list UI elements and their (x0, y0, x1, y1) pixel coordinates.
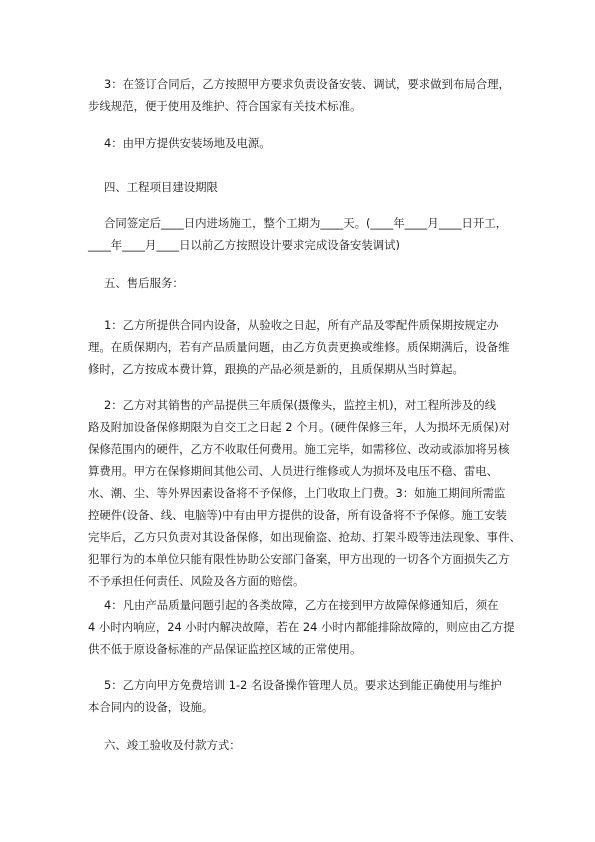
text-line: 四、工程项目建设期限 (104, 180, 218, 194)
section-6-heading (88, 734, 568, 756)
text-line: 算费用。甲方在保修期间其他公司、人员进行维修或人为损坏及电压不稳、雷电、 (88, 464, 499, 478)
text-line: 犯罪行为的本单位只能有限性协助公安部门备案，甲方出现的一切各个方面损失乙方 (88, 552, 510, 566)
text-line: 4 小时内响应，24 小时内解决故障，若在 24 小时内都能排除故障的，则应由乙方提 (88, 620, 515, 634)
section-5-heading (88, 272, 568, 294)
section-4-heading (88, 176, 568, 198)
text-line: 步线规范，便于使用及维护、符合国家有关技术标准。 (88, 99, 362, 113)
text-line: 4：由甲方提供安装场地及电源。 (104, 136, 271, 150)
clause-3-installation (88, 73, 568, 117)
after-sales-clause-2 (88, 394, 568, 592)
text-line: 供不低于原设备标准的产品保证监控区域的正常使用。 (88, 642, 362, 656)
after-sales-clause-4 (88, 594, 568, 660)
text-line: 控硬件(设备、线、电脑等)中有由甲方提供的设备，所有设备将不予保修。施工安装 (88, 508, 507, 522)
text-line: 不予承担任何责任、风险及各方面的赔偿。 (88, 574, 305, 588)
after-sales-clause-5 (88, 674, 568, 718)
text-line: 水、潮、尘、等外界因素设备将不予保修，上门收取上门费。3：如施工期间所需监 (88, 486, 506, 500)
text-line: 5：乙方向甲方免费培训 1-2 名设备操作管理人员。要求达到能正确使用与维护 (104, 678, 502, 692)
text-line: 五、售后服务： (104, 276, 184, 290)
text-line: 理。在质保期内，若有产品质量问题，由乙方负责更换或维修。质保期满后，设备维 (88, 340, 510, 354)
text-line: 3：在签订合同后，乙方按照甲方要求负责设备安装、调试，要求做到布局合理， (104, 77, 510, 91)
text-line: 合同签定后____日内进场施工，整个工期为____天。(____年____月____日开工， (104, 216, 508, 230)
schedule-paragraph (88, 212, 568, 256)
text-line: 2：乙方对其销售的产品提供三年质保(摄像头，监控主机)，对工程所涉及的线 (104, 398, 497, 412)
text-line: ____年____月____日以前乙方按照设计要求完成设备安装调试) (88, 238, 400, 252)
text-line: 保修范围内的硬件，乙方不收取任何费用。施工完毕，如需移位、改动或添加将另核 (88, 442, 510, 456)
clause-4-site-power (88, 132, 568, 154)
text-line: 六、竣工验收及付款方式： (104, 738, 241, 752)
after-sales-clause-1 (88, 314, 568, 380)
text-line: 本合同内的设备，设施。 (88, 700, 214, 714)
text-line: 修时，乙方按成本费计算，跟换的产品必须是新的，且质保期从当时算起。 (88, 362, 464, 376)
text-line: 4：凡由产品质量问题引起的各类故障，乙方在接到甲方故障保修通知后，须在 (104, 598, 499, 612)
text-line: 1：乙方所提供合同内设备，从验收之日起，所有产品及零配件质保期按规定办 (104, 318, 499, 332)
text-line: 完毕后，乙方只负责对其设备保修，如出现偷盗、抢劫、打架斗殴等违法现象、事件、 (88, 530, 521, 544)
text-line: 路及附加设备保修期限为自交工之日起 2 个月。(硬件保修三年，人为损坏无质保)对 (88, 420, 511, 434)
